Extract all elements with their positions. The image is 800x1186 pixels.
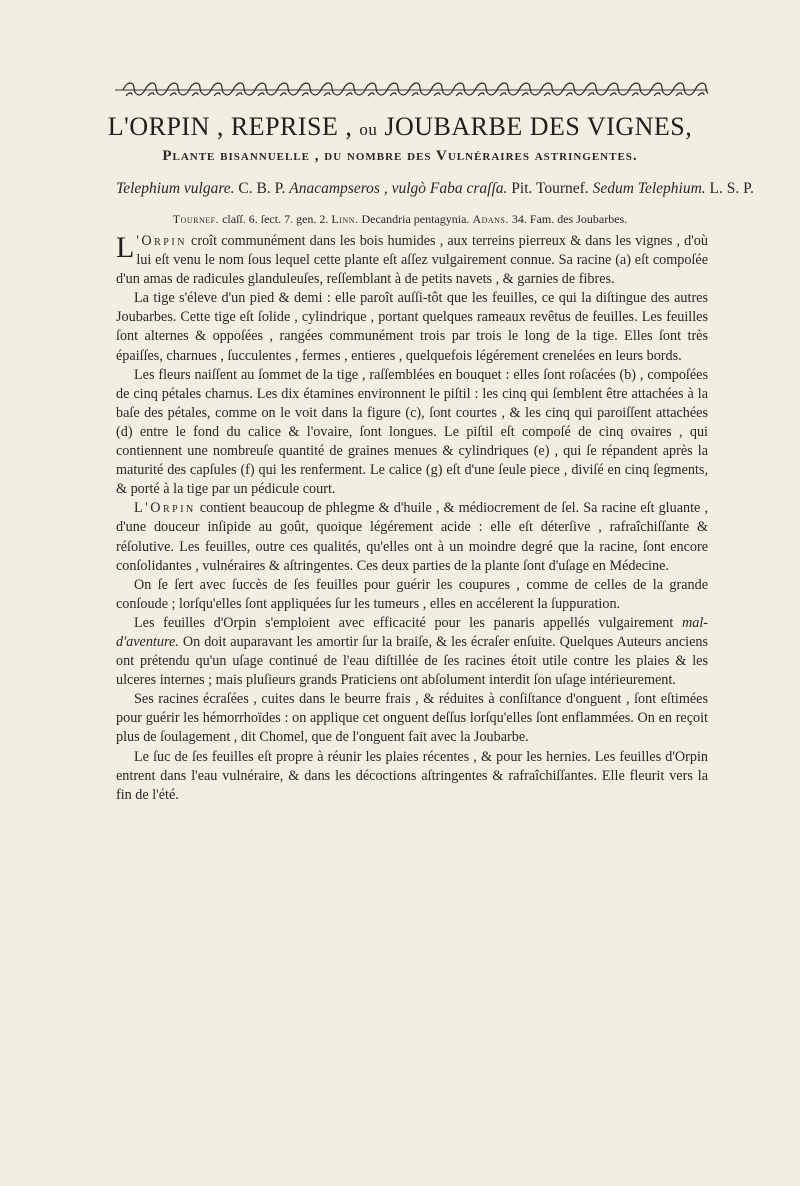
- drop-cap: L: [116, 231, 135, 264]
- synonym-4: Pit. Tournef.: [507, 180, 593, 197]
- paragraph-1-text: croît communément dans les bois humides , aux terreins pierreux & dans les vignes , d'où lui eſt venu le nom ſous lequel cette plante eſt aſſez vulgairement connue. Sa racine (a) eſt compoſée d'un amas de radicules glanduleuſes, reſſemblant à de petits navets , & garnies de fibres.: [116, 233, 708, 288]
- synonym-6: L. S. P.: [705, 180, 754, 197]
- classif-f: 34. Fam. des Joubarbes.: [508, 212, 628, 226]
- title-end: JOUBARBE DES VIGNES,: [384, 112, 693, 141]
- paragraph-6: [116, 614, 708, 690]
- paragraph-6-rest: On doit auparavant les amortir ſur la braiſe, & les écraſer enſuite. Quelques Auteurs anciens ont prétendu qu'un uſage continué de l'eau diſtillée de ſes racines étoit utile contre les plaies & les ulceres internes ; mais pluſieurs grands Praticiens ont abſolument interdit ſon uſage intérieurement.: [116, 633, 708, 689]
- paragraph-6-italic: mal-d'aventure.: [116, 614, 708, 650]
- synonym-3: Anacampseros , vulgò Faba craſſa.: [289, 180, 508, 197]
- paragraph-7: Ses racines écraſées , cuites dans le beurre frais , & réduites à conſiſtance d'onguent , ſont eſtimées pour guérir les hémorrhoïdes : on applique cet onguent deſſus lorſqu'elles ſont enflammées. On en reçoit plus de ſoulagement , dit Chomel, que de l'onguent fait avec la Joubarbe.: [116, 691, 708, 746]
- synonym-1: Telephium vulgare.: [116, 180, 235, 197]
- paragraph-8: Le ſuc de ſes feuilles eſt propre à réunir les plaies récentes , & pour les hernies. Les feuilles d'Orpin entrent dans l'eau vulnéraire, & dans les décoctions aſtringentes & rafraîchiſſantes. Elle fleurit vers la fin de l'été.: [116, 748, 708, 803]
- paragraph-6-text: Les feuilles d'Orpin s'emploient avec efficacité pour les panaris appellés vulgairement: [134, 614, 682, 631]
- synonym-5: Sedum Telephium.: [592, 180, 706, 197]
- decorative-border-ornament: [115, 80, 708, 100]
- classif-e: Adans.: [472, 212, 509, 226]
- paragraph-4: [116, 499, 708, 575]
- page-title: [0, 112, 800, 142]
- classif-c: Linn.: [331, 212, 359, 226]
- paragraph-4-text: contient beaucoup de phlegme & d'huile , & médiocrement de ſel. Sa racine eſt gluante , d'une douceur inſipide au goût, quoique légérement acide : elle eſt déterſive , rafraîchiſſante & réſolutive. Les feuilles, outre ces qualités, qu'elles ont à un moindre degré que la racine, ſont encore conſolidantes , vulnéraires & aſtringentes. Ces deux parties de la plante ſont d'uſage en Médecine.: [116, 500, 708, 574]
- classif-d: Decandria pentagynia.: [358, 212, 473, 226]
- plant-name: L'Orpin: [134, 500, 196, 517]
- paragraph-1: [116, 232, 708, 289]
- classif-a: Tournef.: [172, 212, 220, 226]
- paragraph-3: Les fleurs naiſſent au ſommet de la tige , raſſemblées en bouquet : elles ſont roſacées (b) , compoſées de cinq pétales charnus. Les dix étamines environnent le piſtil : les cinq qui ſemblent être attachées à la baſe des pétales, comme on le voit dans la figure (c), ſont courtes , & les cinq qui paroiſſent attachées (d) entre le fond du calice & l'ovaire, ſont longues. Le piſtil eſt compoſé de cinq ovaires , qui contiennent une nombreuſe quantité de graines menues & cylindriques (e) , qui ſe répandent après la maturité des capſules (f) qui les renferment. Le calice (g) eſt d'une ſeule piece , diviſé en cinq ſegments, & porté à la tige par un pédicule court.: [116, 366, 708, 498]
- synonyms-line: [116, 180, 754, 198]
- page-subtitle: Plante bisannuelle , du nombre des Vulnéraires astringentes.: [162, 148, 638, 164]
- paragraph-2: La tige s'éleve d'un pied & demi : elle paroît auſſi-tôt que les feuilles, ce qui la diſtingue des autres Joubarbes. Cette tige eſt ſolide , cylindrique , portant quelques rameaux revêtus de feuilles. Les feuilles ſont alternes & oppoſées , rangées communément trois par trois le long de la tige. Elles ſont très épaiſſes, charnues , ſucculentes , fermes , entieres , quelquefois légérement crenelées en leurs bords.: [116, 290, 708, 364]
- classif-b: claſſ. 6. ſect. 7. gen. 2.: [219, 212, 332, 226]
- plant-name: 'Orpin: [136, 233, 187, 249]
- title-main: L'ORPIN , REPRISE ,: [107, 112, 353, 141]
- paragraph-5: On ſe ſert avec ſuccès de ſes feuilles pour guérir les coupures , comme de celles de la grande conſoude ; lorſqu'elles ſont appliquées ſur les tumeurs , elles en accélerent la ſuppuration.: [116, 576, 708, 612]
- title-conjunction: ou: [359, 120, 378, 139]
- body-text: [116, 232, 708, 805]
- synonym-2: C. B. P.: [234, 180, 290, 197]
- classification-line: [0, 212, 800, 227]
